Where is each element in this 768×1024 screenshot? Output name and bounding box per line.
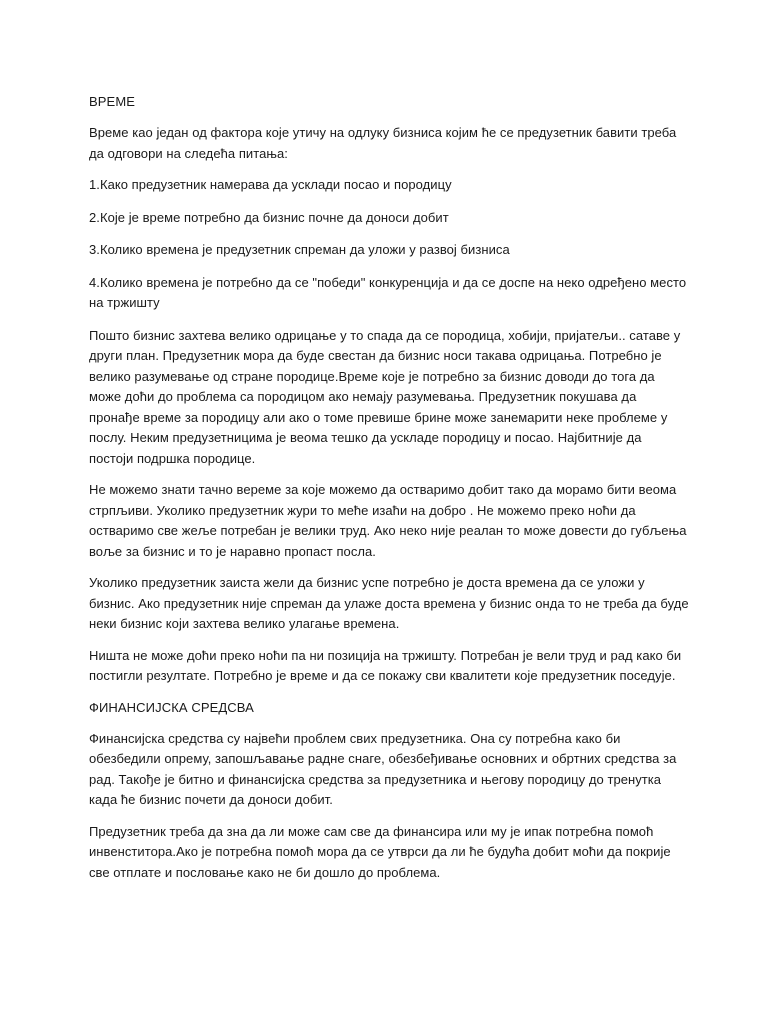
intro-paragraph: Време као један од фактора које утичу на одлуку бизниса којим ће се предузетник бавити треба да одговори на следећа питања: <box>89 125 677 161</box>
document-page <box>89 92 689 894</box>
paragraph-investor: Предузетник треба да зна да ли може сам све да финансира или му је ипак потребна помоћ инвенститора.Ако је потребна помоћ мора да се утврси да ли ће будућа добит моћи да покрије све отплате и пословање како не би дошло до проблема. <box>89 823 671 880</box>
paragraph-family: Пошто бизнис захтева велико одрицање у то спада да се породица, хобији, пријатељи.. сатаве у други план. Предузетник мора да буде свестан да бизнис носи такава одрицања. Потребно је велико разумевање од стране породице.Време које је потребно за бизнис доводи до тога да може доћи до проблема са породицом ако немају разумевања. Предузетник покушава да пронађе време за породицу али ако о томе превише брине може занемарити неке проблеме у послу. Неким предузетницима је веома тешко да ускладе породицу и посао. Најбитније да постоји подршка породице. <box>89 327 681 466</box>
question-2: 2.Које је време потребно да бизнис почне да доноси добит <box>89 209 449 225</box>
question-4: 4.Колико времена је потребно да се "победи" конкуренција и да се доспе на неко одређено место на тржишту <box>89 274 687 310</box>
question-3: 3.Колико времена је предузетник спреман да уложи у развој бизниса <box>89 242 510 257</box>
section-title-time: ВРЕМЕ <box>89 94 136 109</box>
paragraph-finance-problem: Финансијска средства су највећи проблем свих предузетника. Она су потребна како би обезбедили опрему, запошљавање радне снаге, обезбеђивање основних и обртних средства за рад. Такође је битно и финансијска средства за предузетника и његову породицу до тренутка када ће бизнис почети да доноси добит. <box>89 730 677 807</box>
section-title-finance: ФИНАНСИЈСКА СРЕДСВА <box>89 699 254 715</box>
paragraph-market-position: Ништа не може доћи преко ноћи па ни позиција на тржишту. Потребан је вели труд и рад како би постигли резултате. Потребно је време и да се покажу сви квалитети које предузетник поседује. <box>89 647 682 683</box>
paragraph-investment-time: Уколико предузетник заиста жели да бизнис успе потребно је доста времена да се уложи у бизнис. Ако предузетник није спреман да улаже доста времена у бизнис онда то не треба да буде неки бизнис који захтева велико улагање времена. <box>89 575 689 631</box>
paragraph-patience: Не можемо знати тачно вереме за које можемо да остваримо добит тако да морамо бити веома стрпљиви. Уколико предузетник жури то мeће изаћи на добро . Не можемо преко ноћи да остваримо све жеље потребан је велики труд. Ако неко није реалан то може довести до губљења воље за бизнис и то је наравно пропаст посла. <box>89 482 687 559</box>
question-1: 1.Како предузетник намерава да усклади посао и породицу <box>89 177 452 192</box>
